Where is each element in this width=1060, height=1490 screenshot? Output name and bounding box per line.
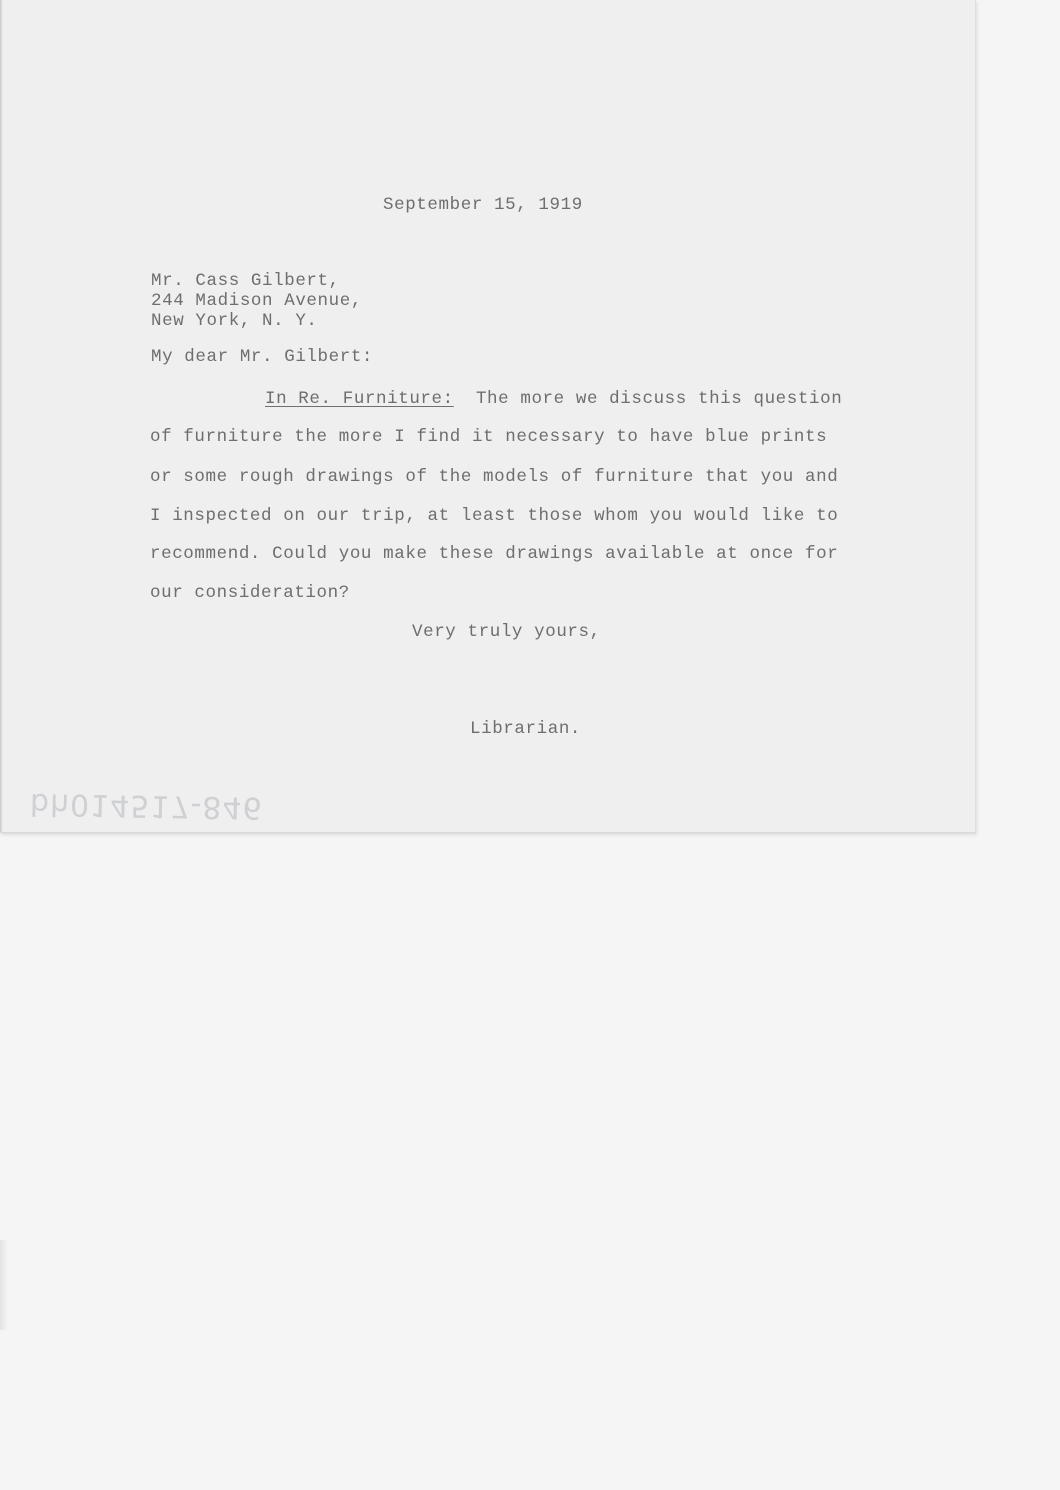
body-line: our consideration?: [150, 583, 350, 603]
body-first-text: The more we discuss this question: [453, 389, 843, 409]
sheet-edge: [0, 0, 3, 832]
salutation: My dear Mr. Gilbert:: [151, 347, 374, 367]
body-line: of furniture the more I find it necessary to have blue prints: [150, 427, 828, 447]
body-line: or some rough drawings of the models of furniture that you and: [150, 467, 839, 487]
address-line-street: 244 Madison Avenue,: [151, 291, 362, 311]
archive-handwritten-note: bh014517-846: [29, 785, 263, 826]
address-line-name: Mr. Cass Gilbert,: [151, 271, 340, 291]
subject-heading: In Re. Furniture:: [265, 389, 454, 409]
signature: Librarian.: [470, 719, 582, 739]
body-line: I inspected on our trip, at least those whom you would like to: [150, 506, 839, 526]
closing: Very truly yours,: [412, 622, 601, 642]
address-line-city: New York, N. Y.: [151, 311, 318, 331]
page-edge-shadow: [0, 1240, 8, 1330]
body-line: recommend. Could you make these drawings available at once for: [150, 544, 839, 564]
letter-date: September 15, 1919: [383, 195, 583, 215]
body-paragraph-first-line: [265, 391, 842, 409]
